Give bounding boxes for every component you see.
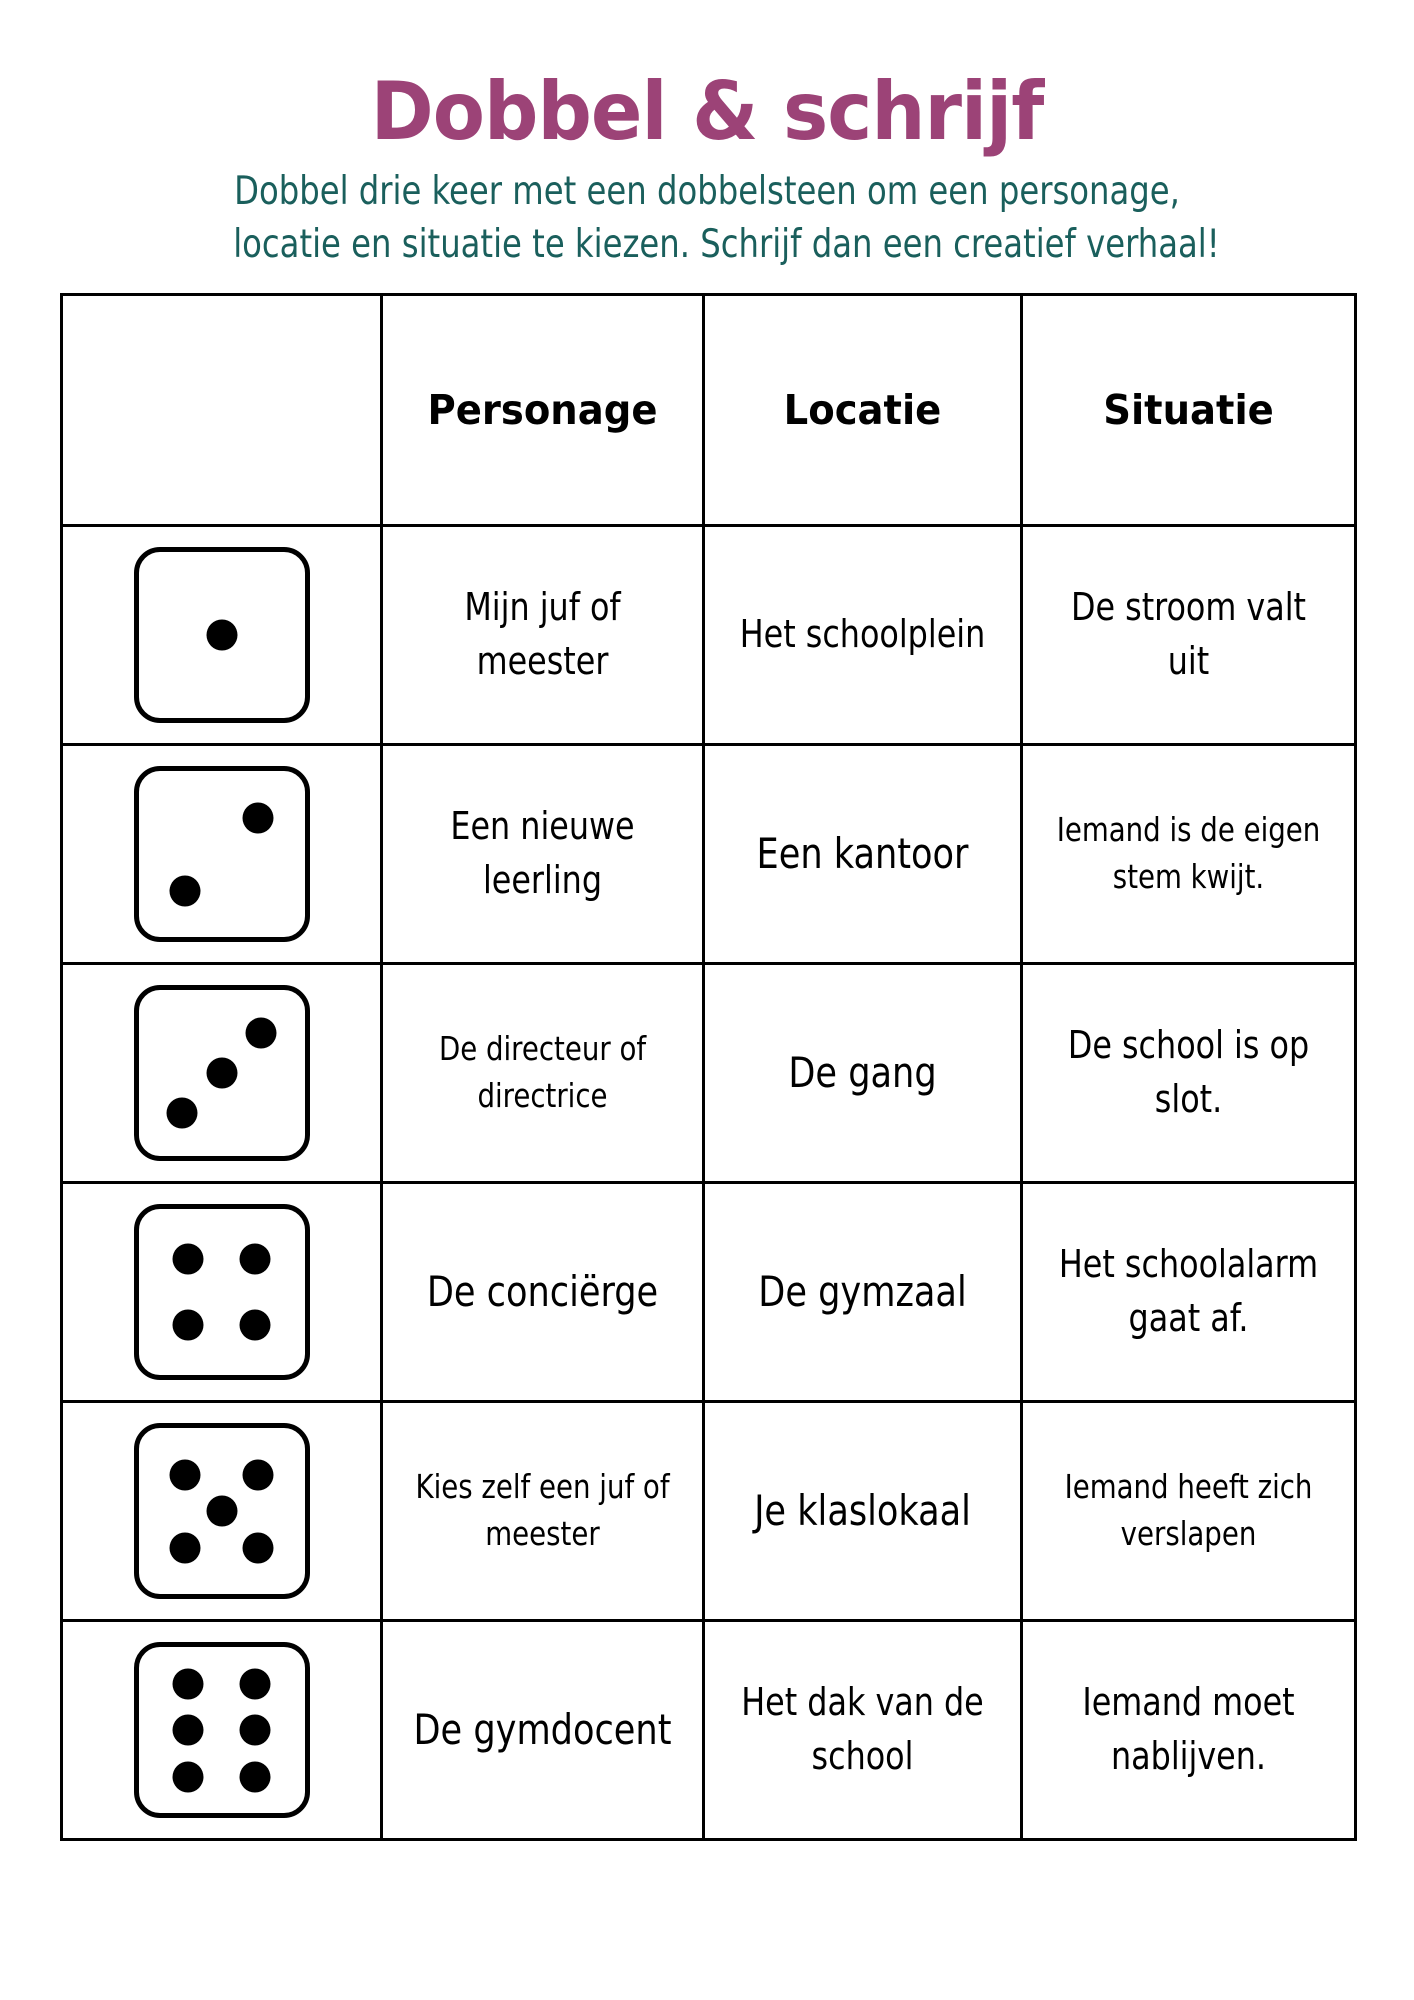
locatie-cell: [704, 1402, 1022, 1621]
subtitle-line-2: locatie en situatie te kiezen. Schrijf dan een creatief verhaal!: [233, 221, 1220, 267]
personage-cell: [382, 1183, 704, 1402]
die-pip: [206, 1058, 237, 1089]
dice-cell: [62, 745, 382, 964]
personage-cell-text: De directeur of directrice: [438, 1029, 647, 1116]
locatie-cell: [704, 1183, 1022, 1402]
die-pip: [246, 1018, 277, 1049]
die-pip: [239, 1715, 270, 1746]
personage-cell: [382, 1402, 704, 1621]
die-pip: [169, 1532, 200, 1563]
subtitle-line-1: Dobbel drie keer met een dobbelsteen om een personage,: [234, 169, 1180, 214]
column-header-dice: [62, 295, 382, 526]
locatie-cell: [704, 745, 1022, 964]
situatie-cell-text: Iemand heeft zich verslapen: [1064, 1467, 1313, 1554]
locatie-cell-text: Het schoolplein: [739, 612, 986, 657]
situatie-cell: [1022, 526, 1356, 745]
dice-cell: [62, 964, 382, 1183]
personage-cell: [382, 526, 704, 745]
die-pip: [239, 1244, 270, 1275]
situatie-cell: [1022, 1183, 1356, 1402]
die-pip: [173, 1244, 204, 1275]
die-pip: [173, 1715, 204, 1746]
die-pip: [173, 1310, 204, 1341]
personage-cell-text: Mijn juf of meester: [464, 585, 621, 684]
die-face-5: [134, 1423, 310, 1599]
locatie-cell-text: Het dak van de school: [741, 1680, 984, 1779]
personage-cell: [382, 964, 704, 1183]
page-subtitle: [233, 166, 1220, 271]
personage-cell-text: De conciërge: [426, 1267, 659, 1317]
table-row: [62, 964, 1356, 1183]
dice-cell: [62, 526, 382, 745]
situatie-cell: [1022, 745, 1356, 964]
die-pip: [243, 1459, 274, 1490]
die-pip: [239, 1668, 270, 1699]
locatie-cell-text: Een kantoor: [756, 829, 969, 879]
column-header-situatie-label: Situatie: [1103, 386, 1274, 435]
situatie-cell: [1022, 1402, 1356, 1621]
situatie-cell-text: Het schoolalarm gaat af.: [1058, 1242, 1319, 1341]
table-row: [62, 1621, 1356, 1840]
table-row: [62, 1402, 1356, 1621]
die-pip: [173, 1761, 204, 1792]
dice-cell: [62, 1621, 382, 1840]
die-face-4: [134, 1204, 310, 1380]
situatie-cell: [1022, 964, 1356, 1183]
situatie-cell-text: De school is op slot.: [1067, 1023, 1310, 1122]
column-header-personage: [382, 295, 704, 526]
table-row: [62, 745, 1356, 964]
die-pip: [169, 875, 200, 906]
table-row: [62, 526, 1356, 745]
locatie-cell: [704, 526, 1022, 745]
die-face-3: [134, 985, 310, 1161]
personage-cell-text: Een nieuwe leerling: [450, 804, 635, 903]
dice-writing-table: [60, 293, 1357, 1841]
dice-cell: [62, 1183, 382, 1402]
situatie-cell-text: De stroom valt uit: [1070, 585, 1306, 684]
die-face-1: [134, 547, 310, 723]
locatie-cell: [704, 1621, 1022, 1840]
page-title: Dobbel & schrijf: [370, 65, 1044, 158]
locatie-cell-text: De gang: [788, 1048, 937, 1098]
dice-cell: [62, 1402, 382, 1621]
table-header-row: [62, 295, 1356, 526]
die-pip: [239, 1310, 270, 1341]
table-row: [62, 1183, 1356, 1402]
personage-cell: [382, 745, 704, 964]
die-pip: [243, 1532, 274, 1563]
column-header-situatie: [1022, 295, 1356, 526]
locatie-cell-text: Je klaslokaal: [754, 1486, 971, 1536]
die-pip: [243, 802, 274, 833]
die-face-2: [134, 766, 310, 942]
personage-cell-text: De gymdocent: [413, 1705, 672, 1755]
column-header-personage-label: Personage: [427, 386, 658, 435]
column-header-locatie: [704, 295, 1022, 526]
column-header-locatie-label: Locatie: [783, 386, 942, 435]
personage-cell-text: Kies zelf een juf of meester: [415, 1467, 670, 1554]
personage-cell: [382, 1621, 704, 1840]
situatie-cell-text: Iemand is de eigen stem kwijt.: [1056, 810, 1321, 897]
situatie-cell-text: Iemand moet nablijven.: [1082, 1680, 1295, 1779]
table-header: [62, 295, 1356, 526]
die-pip: [206, 1496, 237, 1527]
situatie-cell: [1022, 1621, 1356, 1840]
die-pip: [169, 1459, 200, 1490]
locatie-cell-text: De gymzaal: [758, 1267, 967, 1317]
die-face-6: [134, 1642, 310, 1818]
page-header: [0, 0, 1414, 271]
dice-writing-table-wrapper: [60, 293, 1354, 1841]
table-body: [62, 526, 1356, 1840]
die-pip: [166, 1098, 197, 1129]
die-pip: [173, 1668, 204, 1699]
locatie-cell: [704, 964, 1022, 1183]
die-pip: [206, 620, 237, 651]
die-pip: [239, 1761, 270, 1792]
